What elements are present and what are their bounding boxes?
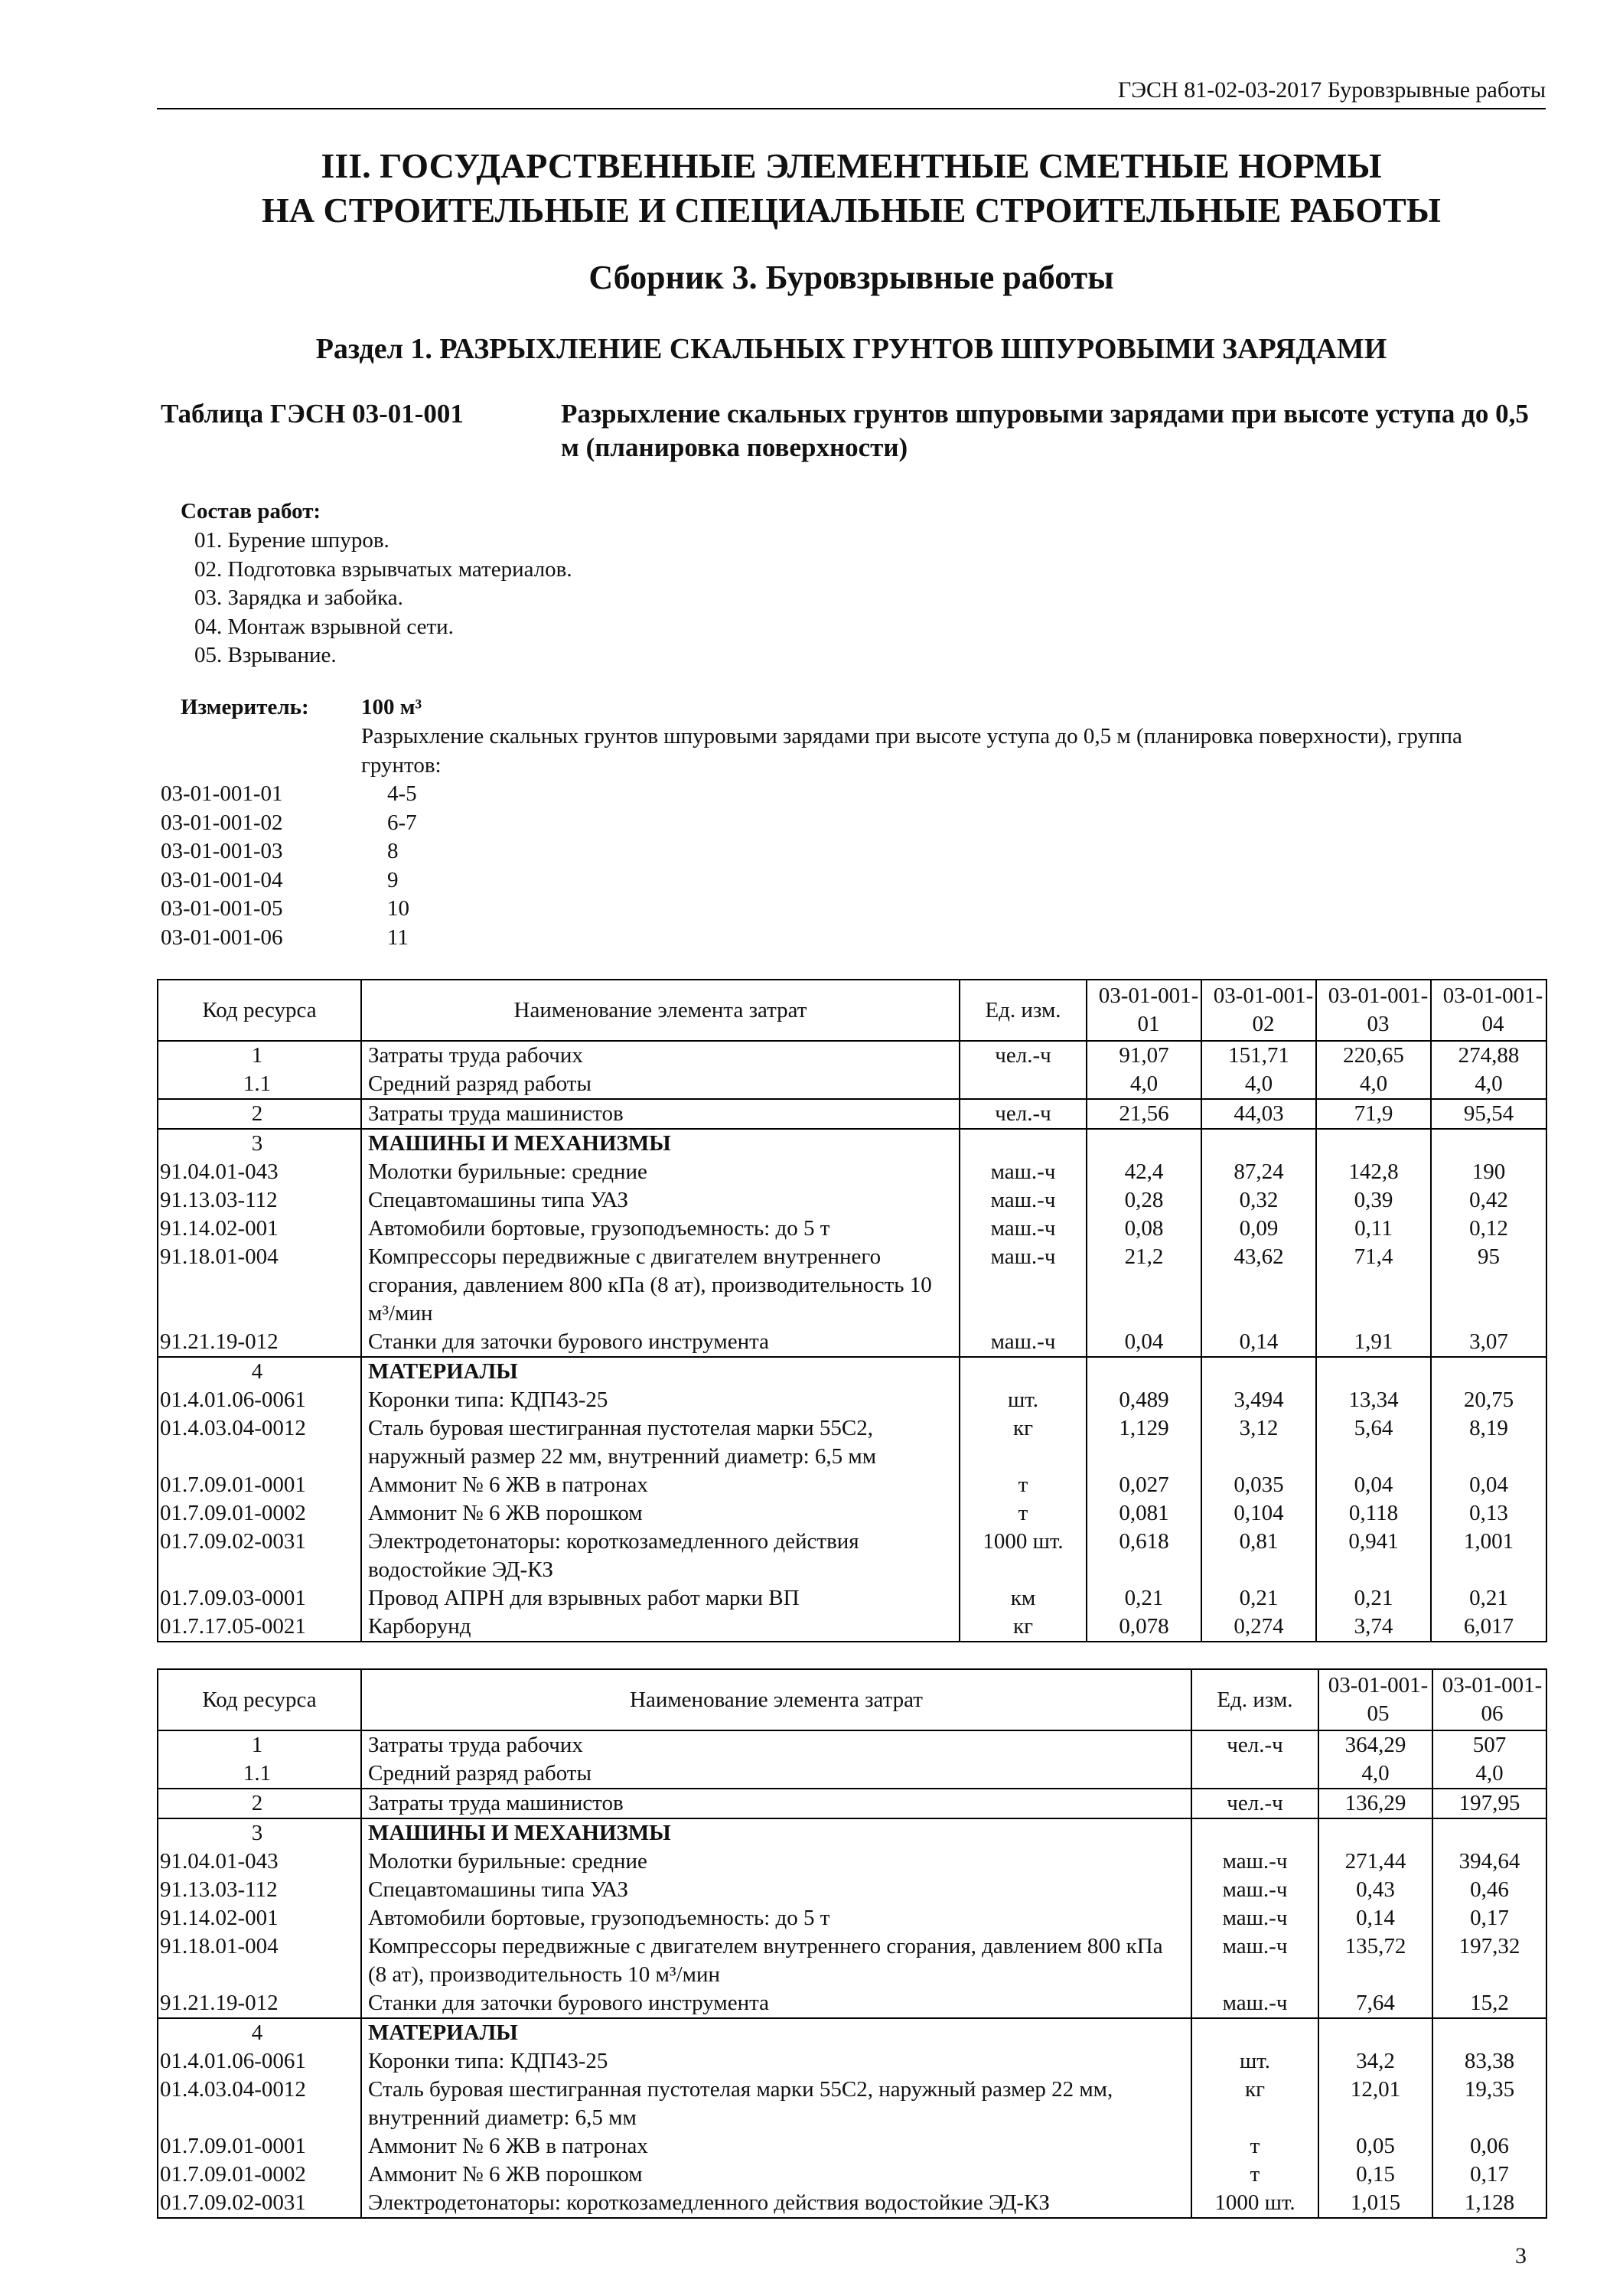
header-norm-column	[1316, 980, 1431, 1041]
resource-value: 5,64	[1316, 1414, 1431, 1471]
header-norm-code: 03-01-001-04	[1442, 983, 1543, 1036]
resource-value: 19,35	[1432, 2076, 1546, 2132]
resource-value: 0,17	[1432, 1904, 1546, 1932]
resource-value: 95,54	[1431, 1099, 1546, 1129]
resource-unit: т	[1191, 2132, 1318, 2161]
header-norm-code: 03-01-001-03	[1328, 983, 1429, 1036]
resource-value: 197,95	[1432, 1789, 1546, 1818]
table-row	[158, 1789, 1546, 1818]
work-item: 01. Бурение шпуров.	[194, 528, 389, 553]
section-title: Раздел 1. РАЗРЫХЛЕНИЕ СКАЛЬНЫХ ГРУНТОВ ШПУРОВЫМИ ЗАРЯДАМИ	[315, 333, 1387, 365]
table-row	[158, 1099, 1546, 1129]
header-norm-code: 03-01-001-06	[1442, 1673, 1543, 1726]
resource-value: 6,017	[1431, 1613, 1546, 1642]
resource-value: 151,71	[1201, 1041, 1316, 1070]
header-unit: Ед. изм.	[1191, 1669, 1318, 1730]
resource-name: МАШИНЫ И МЕХАНИЗМЫ	[361, 1818, 1191, 1848]
resource-value: 4,0	[1318, 1760, 1432, 1789]
resource-code: 01.7.09.01-0002	[158, 1499, 361, 1528]
table-row	[158, 1876, 1546, 1904]
resource-value: 0,42	[1431, 1186, 1546, 1215]
resource-code: 4	[158, 2018, 361, 2047]
resource-unit: маш.-ч	[960, 1186, 1087, 1215]
header-rule	[157, 108, 1546, 109]
resource-name: МАШИНЫ И МЕХАНИЗМЫ	[361, 1129, 960, 1158]
resource-value: 13,34	[1316, 1386, 1431, 1414]
resource-value	[1318, 1818, 1432, 1848]
resource-value: 197,32	[1432, 1932, 1546, 1989]
resource-code: 01.7.09.02-0031	[158, 1528, 361, 1584]
part-title-line-2: НА СТРОИТЕЛЬНЫЕ И СПЕЦИАЛЬНЫЕ СТРОИТЕЛЬНЫЕ РАБОТЫ	[262, 191, 1441, 230]
resource-name: Коронки типа: КДП43-25	[361, 1386, 960, 1414]
resource-value: 21,2	[1087, 1243, 1201, 1328]
resource-value: 0,21	[1201, 1584, 1316, 1613]
resource-value: 0,09	[1201, 1215, 1316, 1243]
resource-table-2	[157, 1668, 1547, 2219]
resource-name: Средний разряд работы	[361, 1760, 1191, 1789]
resource-unit	[960, 1129, 1087, 1158]
resource-name: Затраты труда рабочих	[361, 1730, 1191, 1760]
resource-value: 4,0	[1316, 1070, 1431, 1099]
resource-code: 91.04.01-043	[158, 1158, 361, 1186]
resource-value: 0,32	[1201, 1186, 1316, 1215]
norm-code: 03-01-001-05	[161, 896, 283, 921]
resource-value: 3,07	[1431, 1328, 1546, 1357]
work-composition-heading: Состав работ:	[181, 499, 321, 523]
header-norm-column	[1201, 980, 1316, 1041]
resource-value: 0,035	[1201, 1471, 1316, 1499]
resource-unit	[1191, 2018, 1318, 2047]
resource-value: 0,14	[1201, 1328, 1316, 1357]
resource-code: 01.4.01.06-0061	[158, 2047, 361, 2076]
resource-value: 0,078	[1087, 1613, 1201, 1642]
resource-name: Средний разряд работы	[361, 1070, 960, 1099]
resource-value	[1201, 1129, 1316, 1158]
work-item: 05. Взрывание.	[194, 643, 337, 667]
resource-value: 142,8	[1316, 1158, 1431, 1186]
resource-code: 01.4.03.04-0012	[158, 1414, 361, 1471]
resource-code: 01.7.09.01-0001	[158, 2132, 361, 2161]
resource-unit: т	[1191, 2161, 1318, 2189]
resource-value: 1,015	[1318, 2189, 1432, 2218]
resource-value: 91,07	[1087, 1041, 1201, 1070]
resource-value: 0,081	[1087, 1499, 1201, 1528]
resource-table-1	[157, 979, 1547, 1642]
resource-code: 3	[158, 1818, 361, 1848]
resource-value: 190	[1431, 1158, 1546, 1186]
resource-value	[1432, 2018, 1546, 2047]
resource-name: МАТЕРИАЛЫ	[361, 2018, 1191, 2047]
header-norm-column	[1087, 980, 1201, 1041]
resource-value: 87,24	[1201, 1158, 1316, 1186]
resource-name: Спецавтомашины типа УАЗ	[361, 1876, 1191, 1904]
resource-value: 12,01	[1318, 2076, 1432, 2132]
collection-title: Сборник 3. Буровзрывные работы	[588, 259, 1114, 296]
table-row	[158, 2047, 1546, 2076]
resource-unit: кг	[960, 1414, 1087, 1471]
resource-name: Станки для заточки бурового инструмента	[361, 1989, 1191, 2018]
resource-value: 15,2	[1432, 1989, 1546, 2018]
resource-value: 44,03	[1201, 1099, 1316, 1129]
resource-value: 0,04	[1087, 1328, 1201, 1357]
resource-unit: чел.-ч	[1191, 1789, 1318, 1818]
resource-value: 20,75	[1431, 1386, 1546, 1414]
table-row	[158, 1186, 1546, 1215]
table-row	[158, 1904, 1546, 1932]
table-row	[158, 2132, 1546, 2161]
resource-name: Коронки типа: КДП43-25	[361, 2047, 1191, 2076]
resource-name: Автомобили бортовые, грузоподъемность: до 5 т	[361, 1215, 960, 1243]
resource-value: 0,21	[1316, 1584, 1431, 1613]
work-item: 03. Зарядка и забойка.	[194, 585, 403, 610]
resource-value: 364,29	[1318, 1730, 1432, 1760]
resource-value: 135,72	[1318, 1932, 1432, 1989]
resource-value: 4,0	[1087, 1070, 1201, 1099]
resource-value: 0,941	[1316, 1528, 1431, 1584]
norm-code: 03-01-001-02	[161, 810, 283, 835]
resource-code: 1.1	[158, 1760, 361, 1789]
resource-value: 0,04	[1431, 1471, 1546, 1499]
resource-unit: кг	[960, 1613, 1087, 1642]
header-code: Код ресурса	[158, 1669, 361, 1730]
resource-unit: маш.-ч	[960, 1243, 1087, 1328]
resource-unit: маш.-ч	[960, 1215, 1087, 1243]
part-title	[157, 144, 1546, 233]
resource-code: 91.14.02-001	[158, 1215, 361, 1243]
header-norm-code: 03-01-001-02	[1213, 983, 1314, 1036]
resource-value: 1,001	[1431, 1528, 1546, 1584]
resource-value: 0,027	[1087, 1471, 1201, 1499]
norm-row	[161, 895, 417, 924]
resource-value: 71,4	[1316, 1243, 1431, 1328]
resource-code: 91.21.19-012	[158, 1989, 361, 2018]
resource-code: 4	[158, 1357, 361, 1386]
resource-value: 0,43	[1318, 1876, 1432, 1904]
resource-unit	[960, 1070, 1087, 1099]
resource-code: 2	[158, 1789, 361, 1818]
resource-code: 3	[158, 1129, 361, 1158]
resource-unit: 1000 шт.	[1191, 2189, 1318, 2218]
resource-value: 0,08	[1087, 1215, 1201, 1243]
resource-unit: маш.-ч	[1191, 1876, 1318, 1904]
resource-value	[1431, 1129, 1546, 1158]
resource-name: Электродетонаторы: короткозамедленного действия водостойкие ЭД-КЗ	[361, 2189, 1191, 2218]
norm-row	[161, 866, 417, 895]
resource-unit: чел.-ч	[960, 1099, 1087, 1129]
resource-code: 01.7.09.01-0002	[158, 2161, 361, 2189]
table-row	[158, 1158, 1546, 1186]
resource-code: 91.04.01-043	[158, 1848, 361, 1876]
norm-group: 4-5	[387, 781, 417, 806]
resource-unit: чел.-ч	[960, 1041, 1087, 1070]
resource-name: Провод АПРН для взрывных работ марки ВП	[361, 1584, 960, 1613]
resource-name: Карборунд	[361, 1613, 960, 1642]
resource-value: 0,489	[1087, 1386, 1201, 1414]
resource-value	[1316, 1129, 1431, 1158]
resource-value: 0,104	[1201, 1499, 1316, 1528]
meter-label: Измеритель:	[181, 695, 309, 719]
norm-code: 03-01-001-01	[161, 781, 283, 806]
norm-code: 03-01-001-03	[161, 839, 283, 863]
resource-code: 01.4.01.06-0061	[158, 1386, 361, 1414]
norm-group: 10	[387, 896, 409, 921]
resource-unit: шт.	[960, 1386, 1087, 1414]
resource-name: Затраты труда рабочих	[361, 1041, 960, 1070]
table-row	[158, 2018, 1546, 2047]
resource-name: Аммонит № 6 ЖВ в патронах	[361, 1471, 960, 1499]
table-label: Таблица ГЭСН 03-01-001	[161, 399, 464, 429]
table-row	[158, 1730, 1546, 1760]
resource-unit: чел.-ч	[1191, 1730, 1318, 1760]
resource-value: 0,618	[1087, 1528, 1201, 1584]
resource-name: Спецавтомашины типа УАЗ	[361, 1186, 960, 1215]
table-row	[158, 2189, 1546, 2218]
resource-value: 0,274	[1201, 1613, 1316, 1642]
table-row	[158, 1613, 1546, 1642]
resource-name: Сталь буровая шестигранная пустотелая марки 55С2, наружный размер 22 мм, внутренний диаметр: 6,5 мм	[361, 1414, 960, 1471]
resource-unit	[1191, 1818, 1318, 1848]
resource-name: Компрессоры передвижные с двигателем внутреннего сгорания, давлением 800 кПа (8 ат), производительность 10 м³/мин	[361, 1243, 960, 1328]
resource-value: 271,44	[1318, 1848, 1432, 1876]
table-row	[158, 1989, 1546, 2018]
table-row	[158, 1243, 1546, 1328]
resource-name: Станки для заточки бурового инструмента	[361, 1328, 960, 1357]
header-norm-column	[1432, 1669, 1546, 1730]
resource-name: Компрессоры передвижные с двигателем внутреннего сгорания, давлением 800 кПа (8 ат), производительность 10 м³/мин	[361, 1932, 1191, 1989]
resource-unit: шт.	[1191, 2047, 1318, 2076]
resource-name: Электродетонаторы: короткозамедленного действия водостойкие ЭД-КЗ	[361, 1528, 960, 1584]
resource-value: 220,65	[1316, 1041, 1431, 1070]
resource-unit: км	[960, 1584, 1087, 1613]
resource-value: 8,19	[1431, 1414, 1546, 1471]
resource-name: МАТЕРИАЛЫ	[361, 1357, 960, 1386]
resource-code: 91.18.01-004	[158, 1243, 361, 1328]
part-title-line-1: III. ГОСУДАРСТВЕННЫЕ ЭЛЕМЕНТНЫЕ СМЕТНЫЕ НОРМЫ	[321, 146, 1382, 185]
norm-code: 03-01-001-06	[161, 925, 283, 950]
resource-value: 0,118	[1316, 1499, 1431, 1528]
resource-value	[1087, 1129, 1201, 1158]
resource-code: 91.18.01-004	[158, 1932, 361, 1989]
table-row	[158, 1328, 1546, 1357]
resource-name: Затраты труда машинистов	[361, 1789, 1191, 1818]
resource-value: 136,29	[1318, 1789, 1432, 1818]
resource-value: 1,91	[1316, 1328, 1431, 1357]
resource-value: 71,9	[1316, 1099, 1431, 1129]
resource-unit: маш.-ч	[1191, 1848, 1318, 1876]
table-row	[158, 1414, 1546, 1471]
resource-value	[1087, 1357, 1201, 1386]
resource-value: 0,28	[1087, 1186, 1201, 1215]
resource-name: Молотки бурильные: средние	[361, 1848, 1191, 1876]
table-row	[158, 2076, 1546, 2132]
table-row	[158, 1848, 1546, 1876]
resource-unit: кг	[1191, 2076, 1318, 2132]
resource-code: 91.14.02-001	[158, 1904, 361, 1932]
resource-code: 01.7.09.02-0031	[158, 2189, 361, 2218]
table-row	[158, 1215, 1546, 1243]
resource-value: 4,0	[1432, 1760, 1546, 1789]
table-row	[158, 1818, 1546, 1848]
resource-unit: т	[960, 1499, 1087, 1528]
resource-value: 0,39	[1316, 1186, 1431, 1215]
resource-value: 0,21	[1087, 1584, 1201, 1613]
page-number: 3	[1515, 2243, 1527, 2268]
resource-value: 0,81	[1201, 1528, 1316, 1584]
resource-value: 0,14	[1318, 1904, 1432, 1932]
resource-value	[1431, 1357, 1546, 1386]
header-code: Код ресурса	[158, 980, 361, 1041]
norm-row	[161, 924, 417, 953]
norm-group: 8	[387, 839, 399, 863]
resource-name: Затраты труда машинистов	[361, 1099, 960, 1129]
resource-value: 3,74	[1316, 1613, 1431, 1642]
header-norm-column	[1431, 980, 1546, 1041]
table-row	[158, 1584, 1546, 1613]
resource-value: 394,64	[1432, 1848, 1546, 1876]
resource-value: 4,0	[1431, 1070, 1546, 1099]
resource-code: 01.7.17.05-0021	[158, 1613, 361, 1642]
table-row	[158, 1528, 1546, 1584]
table-row	[158, 1386, 1546, 1414]
resource-unit	[1191, 1760, 1318, 1789]
table-row	[158, 1932, 1546, 1989]
header-norm-column	[1318, 1669, 1432, 1730]
norm-row	[161, 780, 417, 809]
resource-code: 01.7.09.03-0001	[158, 1584, 361, 1613]
table-row	[158, 1471, 1546, 1499]
resource-unit: маш.-ч	[960, 1328, 1087, 1357]
resource-code: 2	[158, 1099, 361, 1129]
norm-group: 9	[387, 867, 399, 892]
resource-value: 42,4	[1087, 1158, 1201, 1186]
header-norm-code: 03-01-001-05	[1328, 1673, 1429, 1726]
resource-value: 4,0	[1201, 1070, 1316, 1099]
work-item: 04. Монтаж взрывной сети.	[194, 614, 454, 639]
header-name: Наименование элемента затрат	[361, 1669, 1191, 1730]
resource-value: 0,04	[1316, 1471, 1431, 1499]
resource-value: 274,88	[1431, 1041, 1546, 1070]
resource-value: 0,46	[1432, 1876, 1546, 1904]
resource-code: 91.13.03-112	[158, 1186, 361, 1215]
resource-value	[1201, 1357, 1316, 1386]
meter-unit: 100 м³	[361, 695, 422, 719]
resource-unit: 1000 шт.	[960, 1528, 1087, 1584]
norm-group: 11	[387, 925, 409, 950]
resource-value	[1432, 1818, 1546, 1848]
resource-value: 0,11	[1316, 1215, 1431, 1243]
table-row	[158, 1760, 1546, 1789]
resource-value: 0,15	[1318, 2161, 1432, 2189]
table-row	[158, 1499, 1546, 1528]
resource-code: 01.7.09.01-0001	[158, 1471, 361, 1499]
resource-value: 7,64	[1318, 1989, 1432, 2018]
header-unit: Ед. изм.	[960, 980, 1087, 1041]
resource-value: 1,129	[1087, 1414, 1201, 1471]
resource-unit: т	[960, 1471, 1087, 1499]
norm-group: 6-7	[387, 810, 417, 835]
work-composition-list	[194, 527, 572, 670]
table-caption: Разрыхление скальных грунтов шпуровыми зарядами при высоте уступа до 0,5 м (планировка поверхности)	[561, 399, 1529, 462]
resource-value: 1,128	[1432, 2189, 1546, 2218]
work-item: 02. Подготовка взрывчатых материалов.	[194, 556, 572, 582]
resource-unit: маш.-ч	[1191, 1932, 1318, 1989]
table-row	[158, 1070, 1546, 1099]
meter-description: Разрыхление скальных грунтов шпуровыми зарядами при высоте уступа до 0,5 м (планировка поверхности), группа грунтов:	[361, 724, 1462, 778]
header-name: Наименование элемента затрат	[361, 980, 960, 1041]
resource-value: 0,13	[1431, 1499, 1546, 1528]
resource-value: 0,05	[1318, 2132, 1432, 2161]
resource-name: Аммонит № 6 ЖВ порошком	[361, 2161, 1191, 2189]
resource-name: Аммонит № 6 ЖВ в патронах	[361, 2132, 1191, 2161]
resource-code: 01.4.03.04-0012	[158, 2076, 361, 2132]
resource-value: 3,494	[1201, 1386, 1316, 1414]
resource-value: 0,17	[1432, 2161, 1546, 2189]
resource-value: 0,21	[1431, 1584, 1546, 1613]
resource-name: Молотки бурильные: средние	[361, 1158, 960, 1186]
resource-name: Аммонит № 6 ЖВ порошком	[361, 1499, 960, 1528]
resource-value: 0,06	[1432, 2132, 1546, 2161]
resource-value	[1316, 1357, 1431, 1386]
resource-value: 507	[1432, 1730, 1546, 1760]
norms-list	[161, 780, 417, 952]
resource-value	[1318, 2018, 1432, 2047]
table-row	[158, 1041, 1546, 1070]
resource-value: 0,12	[1431, 1215, 1546, 1243]
resource-unit: маш.-ч	[960, 1158, 1087, 1186]
running-header: ГЭСН 81-02-03-2017 Буровзрывные работы	[1117, 77, 1546, 103]
resource-code: 91.21.19-012	[158, 1328, 361, 1357]
resource-value: 95	[1431, 1243, 1546, 1328]
norm-code: 03-01-001-04	[161, 867, 283, 892]
resource-code: 1	[158, 1730, 361, 1760]
resource-code: 1.1	[158, 1070, 361, 1099]
resource-unit: маш.-ч	[1191, 1989, 1318, 2018]
resource-unit	[960, 1357, 1087, 1386]
resource-value: 3,12	[1201, 1414, 1316, 1471]
resource-unit: маш.-ч	[1191, 1904, 1318, 1932]
norm-row	[161, 837, 417, 866]
resource-value: 34,2	[1318, 2047, 1432, 2076]
table-row	[158, 1357, 1546, 1386]
resource-value: 43,62	[1201, 1243, 1316, 1328]
header-norm-code: 03-01-001-01	[1098, 983, 1199, 1036]
norm-row	[161, 809, 417, 838]
resource-value: 83,38	[1432, 2047, 1546, 2076]
resource-name: Сталь буровая шестигранная пустотелая марки 55С2, наружный размер 22 мм, внутренний диаметр: 6,5 мм	[361, 2076, 1191, 2132]
resource-value: 21,56	[1087, 1099, 1201, 1129]
table-row	[158, 2161, 1546, 2189]
resource-code: 1	[158, 1041, 361, 1070]
table-row	[158, 1129, 1546, 1158]
resource-name: Автомобили бортовые, грузоподъемность: до 5 т	[361, 1904, 1191, 1932]
resource-code: 91.13.03-112	[158, 1876, 361, 1904]
